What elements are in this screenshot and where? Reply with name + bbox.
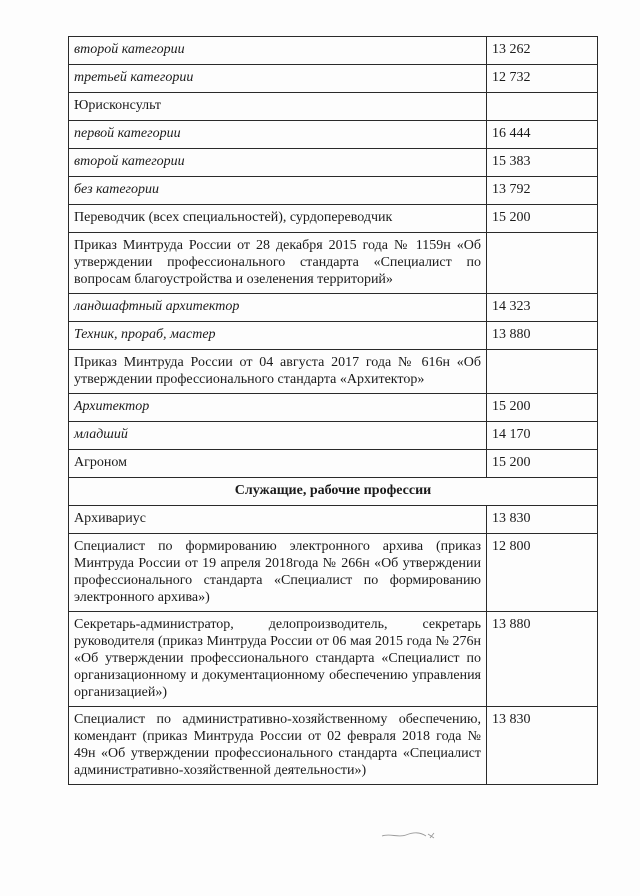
salary-value-cell <box>487 93 598 121</box>
salary-value-cell: 15 200 <box>487 205 598 233</box>
table-row <box>69 422 598 450</box>
position-name-cell: второй категории <box>69 149 487 177</box>
salary-value-cell: 12 732 <box>487 65 598 93</box>
table-row <box>69 506 598 534</box>
position-name-cell: Секретарь-администратор, делопроизводитель, секретарь руководителя (приказ Минтруда России от 06 мая 2015 года № 276н «Об утверждении профессионального стандарта «Специалист по организационному и документационному обеспечению управления организацией») <box>69 612 487 707</box>
position-name-cell: Специалист по формированию электронного архива (приказ Минтруда России от 19 апреля 2018года № 266н «Об утверждении профессионального стандарта «Специалист по формированию электронного архива») <box>69 534 487 612</box>
salary-value-cell: 16 444 <box>487 121 598 149</box>
table-row <box>69 149 598 177</box>
salary-value-cell: 14 170 <box>487 422 598 450</box>
salary-value-cell: 15 200 <box>487 450 598 478</box>
table-row <box>69 534 598 612</box>
salary-value-cell: 13 830 <box>487 506 598 534</box>
table-row <box>69 37 598 65</box>
position-name-cell: Архитектор <box>69 394 487 422</box>
salary-value-cell: 15 383 <box>487 149 598 177</box>
position-name-cell: второй категории <box>69 37 487 65</box>
salary-value-cell: 15 200 <box>487 394 598 422</box>
position-name-cell: без категории <box>69 177 487 205</box>
salary-value-cell: 13 880 <box>487 322 598 350</box>
table-row <box>69 394 598 422</box>
table-row <box>69 450 598 478</box>
salary-table-body <box>69 37 598 785</box>
salary-value-cell: 13 792 <box>487 177 598 205</box>
table-row <box>69 177 598 205</box>
salary-value-cell: 14 323 <box>487 294 598 322</box>
salary-value-cell: 12 800 <box>487 534 598 612</box>
position-name-cell: Приказ Минтруда России от 28 декабря 2015 года № 1159н «Об утверждении профессионального стандарта «Специалист по вопросам благоустройства и озеленения территорий» <box>69 233 487 294</box>
salary-value-cell: 13 262 <box>487 37 598 65</box>
position-name-cell: ландшафтный архитектор <box>69 294 487 322</box>
position-name-cell: Приказ Минтруда России от 04 августа 2017 года № 616н «Об утверждении профессионального стандарта «Архитектор» <box>69 350 487 394</box>
position-name-cell: Юрисконсульт <box>69 93 487 121</box>
salary-value-cell <box>487 350 598 394</box>
scan-artifact-mark <box>380 828 440 842</box>
salary-value-cell: 13 830 <box>487 707 598 785</box>
table-row <box>69 707 598 785</box>
table-row <box>69 322 598 350</box>
salary-value-cell: 13 880 <box>487 612 598 707</box>
table-row <box>69 294 598 322</box>
position-name-cell: первой категории <box>69 121 487 149</box>
table-row <box>69 205 598 233</box>
position-name-cell: младший <box>69 422 487 450</box>
position-name-cell: Агроном <box>69 450 487 478</box>
table-row <box>69 233 598 294</box>
position-name-cell: Переводчик (всех специальностей), сурдопереводчик <box>69 205 487 233</box>
salary-table <box>68 36 598 785</box>
table-row <box>69 121 598 149</box>
position-name-cell: третьей категории <box>69 65 487 93</box>
table-row <box>69 93 598 121</box>
position-name-cell: Техник, прораб, мастер <box>69 322 487 350</box>
table-row <box>69 612 598 707</box>
salary-value-cell <box>487 233 598 294</box>
table-row <box>69 350 598 394</box>
position-name-cell: Специалист по административно-хозяйственному обеспечению, комендант (приказ Минтруда России от 02 февраля 2018 года № 49н «Об утверждении профессионального стандарта «Специалист административно-хозяйственной деятельности») <box>69 707 487 785</box>
section-header-title: Служащие, рабочие профессии <box>69 478 598 506</box>
table-row <box>69 65 598 93</box>
section-header-row <box>69 478 598 506</box>
position-name-cell: Архивариус <box>69 506 487 534</box>
